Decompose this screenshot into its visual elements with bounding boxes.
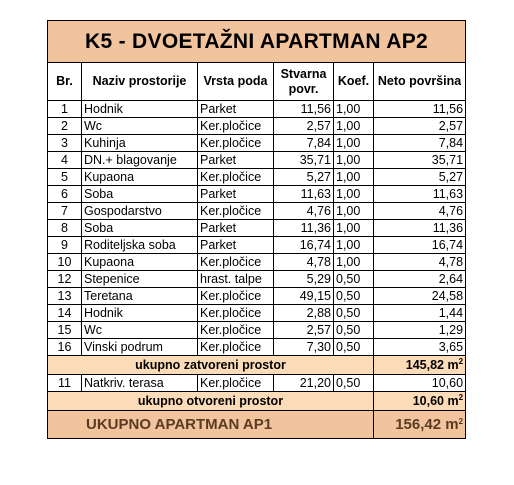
table-row [48,254,466,271]
cell-neto: 1,44 [374,305,466,322]
cell-koef: 0,50 [334,288,374,305]
cell-stvarna: 5,27 [274,169,334,186]
cell-naziv: Natkriv. terasa [82,375,198,392]
cell-neto: 5,27 [374,169,466,186]
cell-br: 5 [48,169,82,186]
cell-neto: 10,60 [374,375,466,392]
table-row [48,339,466,356]
cell-neto: 2,64 [374,271,466,288]
cell-neto: 24,58 [374,288,466,305]
table-row [48,322,466,339]
cell-naziv: Soba [82,186,198,203]
table-row [48,152,466,169]
cell-br: 7 [48,203,82,220]
table-row [48,288,466,305]
header-neto: Neto površina [374,63,466,101]
cell-naziv: Vinski podrum [82,339,198,356]
cell-vrsta: Parket [198,152,274,169]
cell-vrsta: Parket [198,186,274,203]
cell-vrsta: Ker.pločice [198,375,274,392]
cell-naziv: Hodnik [82,305,198,322]
table-row [48,375,466,392]
cell-br: 2 [48,118,82,135]
cell-stvarna: 7,30 [274,339,334,356]
cell-stvarna: 16,74 [274,237,334,254]
open-total-row [48,392,466,411]
cell-br: 4 [48,152,82,169]
grand-total-row-unit-exponent: 2 [458,416,464,426]
cell-neto: 11,36 [374,220,466,237]
cell-neto: 7,84 [374,135,466,152]
header-row [48,63,466,101]
area-table [47,20,466,439]
cell-naziv: Stepenice [82,271,198,288]
cell-vrsta: Parket [198,220,274,237]
cell-neto: 4,76 [374,203,466,220]
cell-vrsta: Ker.pločice [198,322,274,339]
cell-stvarna: 5,29 [274,271,334,288]
cell-neto: 11,56 [374,101,466,118]
cell-vrsta: Parket [198,237,274,254]
cell-stvarna: 35,71 [274,152,334,169]
cell-stvarna: 21,20 [274,375,334,392]
cell-neto: 2,57 [374,118,466,135]
cell-br: 1 [48,101,82,118]
cell-vrsta: Ker.pločice [198,169,274,186]
table-row [48,135,466,152]
open-total-row-label: ukupno otvoreni prostor [48,392,374,411]
cell-naziv: Kuhinja [82,135,198,152]
cell-koef: 1,00 [334,203,374,220]
cell-koef: 0,50 [334,305,374,322]
cell-stvarna: 11,56 [274,101,334,118]
cell-neto: 11,63 [374,186,466,203]
cell-vrsta: Parket [198,101,274,118]
grand-total-row-label: UKUPNO APARTMAN AP1 [48,411,374,439]
cell-koef: 1,00 [334,237,374,254]
cell-br: 12 [48,271,82,288]
cell-vrsta: Ker.pločice [198,288,274,305]
table-row [48,118,466,135]
cell-neto: 1,29 [374,322,466,339]
cell-koef: 1,00 [334,186,374,203]
cell-vrsta: Ker.pločice [198,203,274,220]
cell-vrsta: Ker.pločice [198,305,274,322]
cell-naziv: Teretana [82,288,198,305]
header-koef: Koef. [334,63,374,101]
cell-koef: 0,50 [334,322,374,339]
cell-koef: 1,00 [334,152,374,169]
cell-naziv: Soba [82,220,198,237]
cell-br: 8 [48,220,82,237]
table-title: K5 - DVOETAŽNI APARTMAN AP2 [48,21,466,63]
cell-vrsta: hrast. talpe [198,271,274,288]
closed-total-row-label: ukupno zatvoreni prostor [48,356,374,375]
cell-vrsta: Ker.pločice [198,135,274,152]
cell-stvarna: 49,15 [274,288,334,305]
cell-naziv: Roditeljska soba [82,237,198,254]
cell-neto: 4,78 [374,254,466,271]
cell-naziv: DN.+ blagovanje [82,152,198,169]
cell-br: 9 [48,237,82,254]
cell-stvarna: 4,78 [274,254,334,271]
header-naziv: Naziv prostorije [82,63,198,101]
table-row [48,237,466,254]
table-row [48,271,466,288]
cell-stvarna: 11,36 [274,220,334,237]
table-row [48,101,466,118]
cell-stvarna: 7,84 [274,135,334,152]
grand-total-row [48,411,466,439]
cell-stvarna: 2,57 [274,118,334,135]
open-total-row-value [374,392,466,411]
cell-stvarna: 2,57 [274,322,334,339]
open-total-row-number: 10,60 m [412,394,459,408]
table-row [48,305,466,322]
cell-koef: 1,00 [334,254,374,271]
cell-neto: 3,65 [374,339,466,356]
grand-total-row-value [374,411,466,439]
cell-stvarna: 4,76 [274,203,334,220]
header-stvarna: Stvarna povr. [274,63,334,101]
closed-total-row-number: 145,82 m [405,358,459,372]
table-row [48,186,466,203]
cell-br: 6 [48,186,82,203]
cell-koef: 1,00 [334,135,374,152]
open-total-row-unit-exponent: 2 [458,393,464,402]
cell-neto: 16,74 [374,237,466,254]
cell-vrsta: Ker.pločice [198,118,274,135]
closed-total-row-unit-exponent: 2 [458,357,464,366]
cell-br: 16 [48,339,82,356]
header-vrsta: Vrsta poda [198,63,274,101]
cell-koef: 1,00 [334,101,374,118]
table-row [48,203,466,220]
table-row [48,169,466,186]
cell-br: 10 [48,254,82,271]
cell-koef: 0,50 [334,375,374,392]
table-row [48,220,466,237]
cell-naziv: Gospodarstvo [82,203,198,220]
cell-vrsta: Ker.pločice [198,339,274,356]
cell-naziv: Kupaona [82,254,198,271]
cell-koef: 1,00 [334,118,374,135]
header-br: Br. [48,63,82,101]
cell-br: 14 [48,305,82,322]
cell-vrsta: Ker.pločice [198,254,274,271]
cell-br: 3 [48,135,82,152]
cell-neto: 35,71 [374,152,466,169]
cell-br: 11 [48,375,82,392]
cell-koef: 1,00 [334,169,374,186]
cell-koef: 0,50 [334,271,374,288]
cell-koef: 1,00 [334,220,374,237]
cell-stvarna: 2,88 [274,305,334,322]
closed-total-row [48,356,466,375]
cell-naziv: Hodnik [82,101,198,118]
cell-br: 13 [48,288,82,305]
cell-naziv: Wc [82,322,198,339]
closed-total-row-value [374,356,466,375]
cell-naziv: Wc [82,118,198,135]
cell-koef: 0,50 [334,339,374,356]
grand-total-row-number: 156,42 m [395,415,459,433]
cell-naziv: Kupaona [82,169,198,186]
cell-br: 15 [48,322,82,339]
cell-stvarna: 11,63 [274,186,334,203]
